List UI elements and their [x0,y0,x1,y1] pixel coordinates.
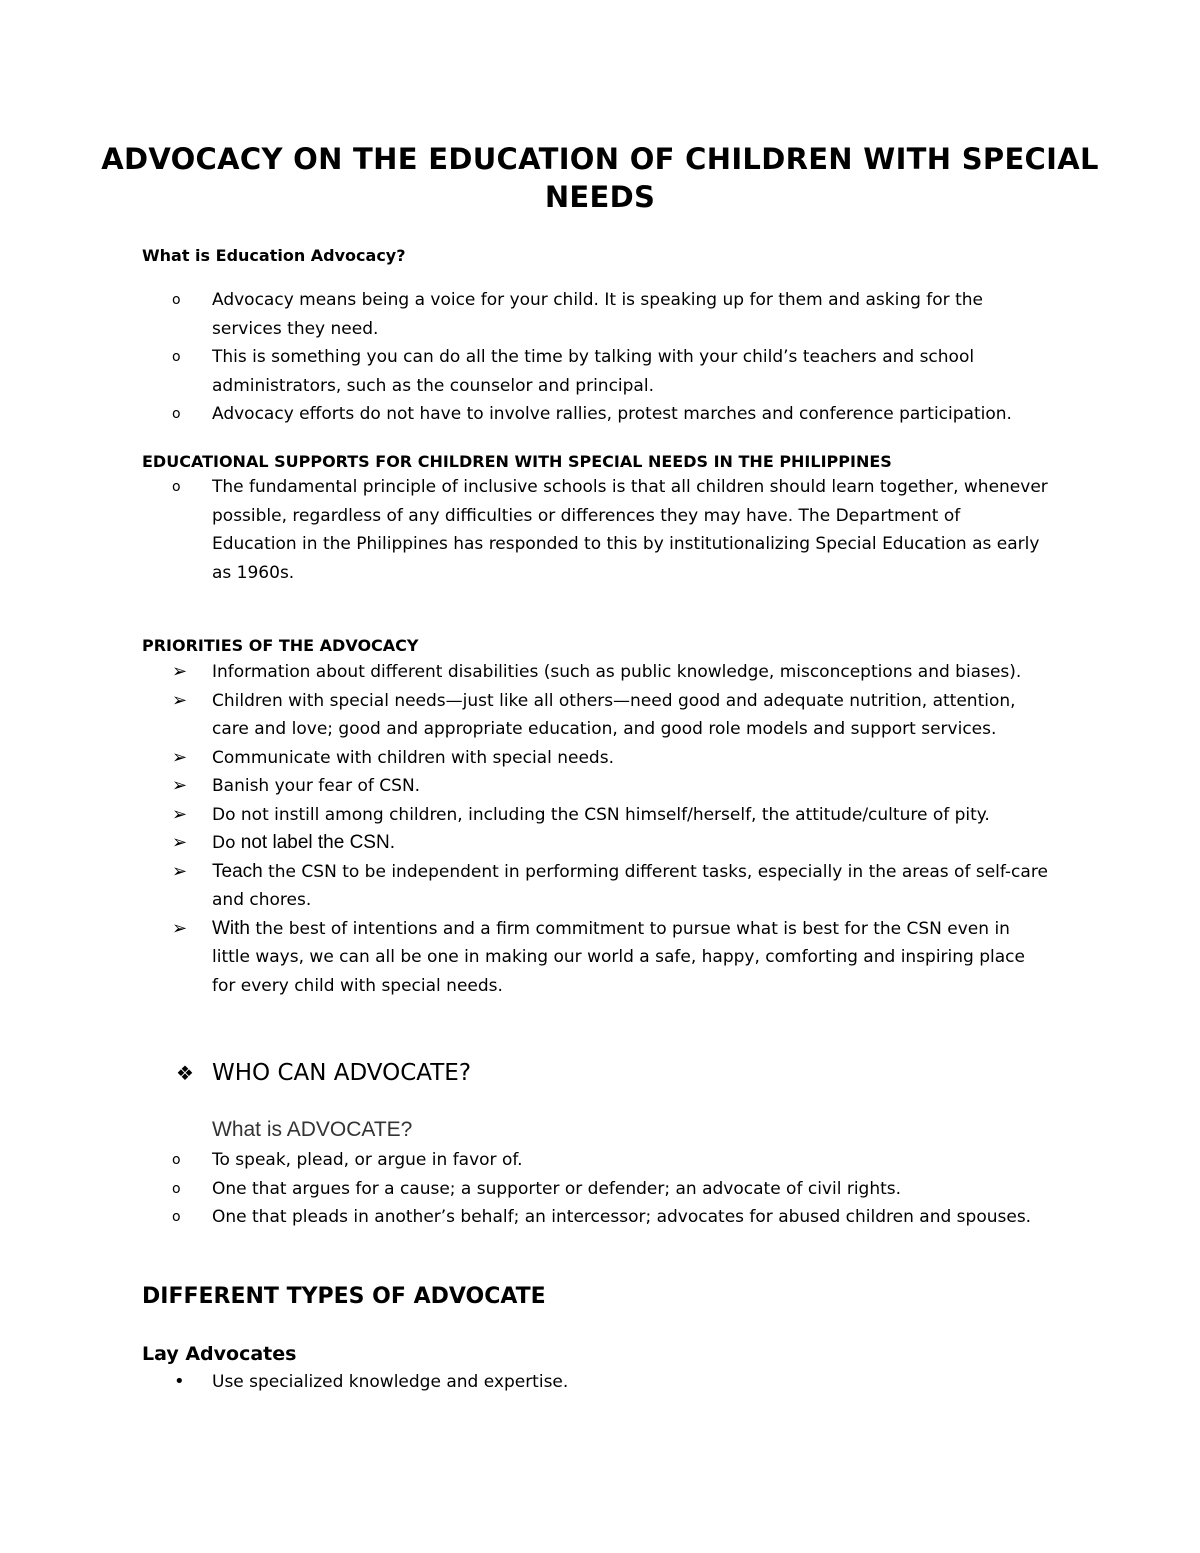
list-item: o To speak, plead, or argue in favor of. [170,1146,1050,1175]
section-heading-education-advocacy: What is Education Advocacy? [142,246,406,265]
list-item: o Advocacy means being a voice for your child. It is speaking up for them and asking for the services they need. [170,286,1050,343]
list-item: ➢ Teach the CSN to be independent in performing different tasks, especially in the areas of self-care and chores. [170,858,1050,915]
arrow-bullet-icon: ➢ [172,661,188,682]
arrow-bullet-icon: ➢ [172,917,188,939]
circle-bullet-icon: o [172,1180,181,1197]
circle-bullet-icon: o [172,292,181,308]
subheading-lay-advocates: Lay Advocates [142,1343,297,1365]
education-advocacy-list [170,286,1050,429]
advocate-definition-list [170,1146,1050,1232]
list-item: ➢ Children with special needs—just like all others—need good and adequate nutrition, attention, care and love; good and appropriate education, and good role models and support services. [170,687,1050,744]
list-item: o The fundamental principle of inclusive schools is that all children should learn together, whenever possible, regardless of any difficulties or differences they may have. The Department of Education in the Philippines has responded to this by institutionalizing Special Education as early as 1960s. [170,473,1050,587]
arrow-bullet-icon: ➢ [172,832,188,853]
section-heading-who-can-advocate: ❖ WHO CAN ADVOCATE? [176,1060,472,1086]
bullet-icon: • [174,1371,185,1392]
section-heading-priorities: PRIORITIES OF THE ADVOCACY [142,636,419,655]
list-item: ➢ Banish your fear of CSN. [170,772,1050,801]
arrow-bullet-icon: ➢ [172,775,188,796]
document-title: ADVOCACY ON THE EDUCATION OF CHILDREN WITH SPECIAL NEEDS [101,142,1099,214]
circle-bullet-icon: o [172,406,181,422]
educational-supports-list [170,473,1050,587]
list-item: ➢ Do not instill among children, including the CSN himself/herself, the attitude/culture of pity. [170,801,1050,830]
circle-bullet-icon: o [172,349,181,365]
list-item: ➢ Communicate with children with special needs. [170,744,1050,773]
priorities-list [170,658,1050,1000]
arrow-bullet-icon: ➢ [172,803,188,825]
section-heading-educational-supports: EDUCATIONAL SUPPORTS FOR CHILDREN WITH SPECIAL NEEDS IN THE PHILIPPINES [142,452,892,471]
list-item: ➢ Do not label the CSN. [170,829,1050,858]
list-item: o Advocacy efforts do not have to involve rallies, protest marches and conference participation. [170,400,1050,429]
list-item: o One that argues for a cause; a supporter or defender; an advocate of civil rights. [170,1175,1050,1204]
circle-bullet-icon: o [172,1209,181,1225]
arrow-bullet-icon: ➢ [172,860,188,882]
list-item: • Use specialized knowledge and expertise. [170,1368,1050,1397]
diamond-bullet-icon: ❖ [176,1061,194,1085]
list-item: ➢ Information about different disabilities (such as public knowledge, misconceptions and biases). [170,658,1050,687]
list-item: o One that pleads in another’s behalf; an intercessor; advocates for abused children and spouses. [170,1203,1050,1232]
arrow-bullet-icon: ➢ [172,689,188,711]
list-item: ➢ With the best of intentions and a firm commitment to pursue what is best for the CSN even in little ways, we can all be one in making our world a safe, happy, comforting and inspiring place for every child with special needs. [170,915,1050,1001]
section-heading-types-of-advocate: DIFFERENT TYPES OF ADVOCATE [142,1284,546,1309]
list-item: o This is something you can do all the time by talking with your child’s teachers and school administrators, such as the counselor and principal. [170,343,1050,400]
lay-advocates-list [170,1368,1050,1397]
subheading-what-is-advocate: What is ADVOCATE? [212,1118,413,1141]
arrow-bullet-icon: ➢ [172,746,188,768]
circle-bullet-icon: o [172,1152,181,1168]
circle-bullet-icon: o [172,479,181,495]
